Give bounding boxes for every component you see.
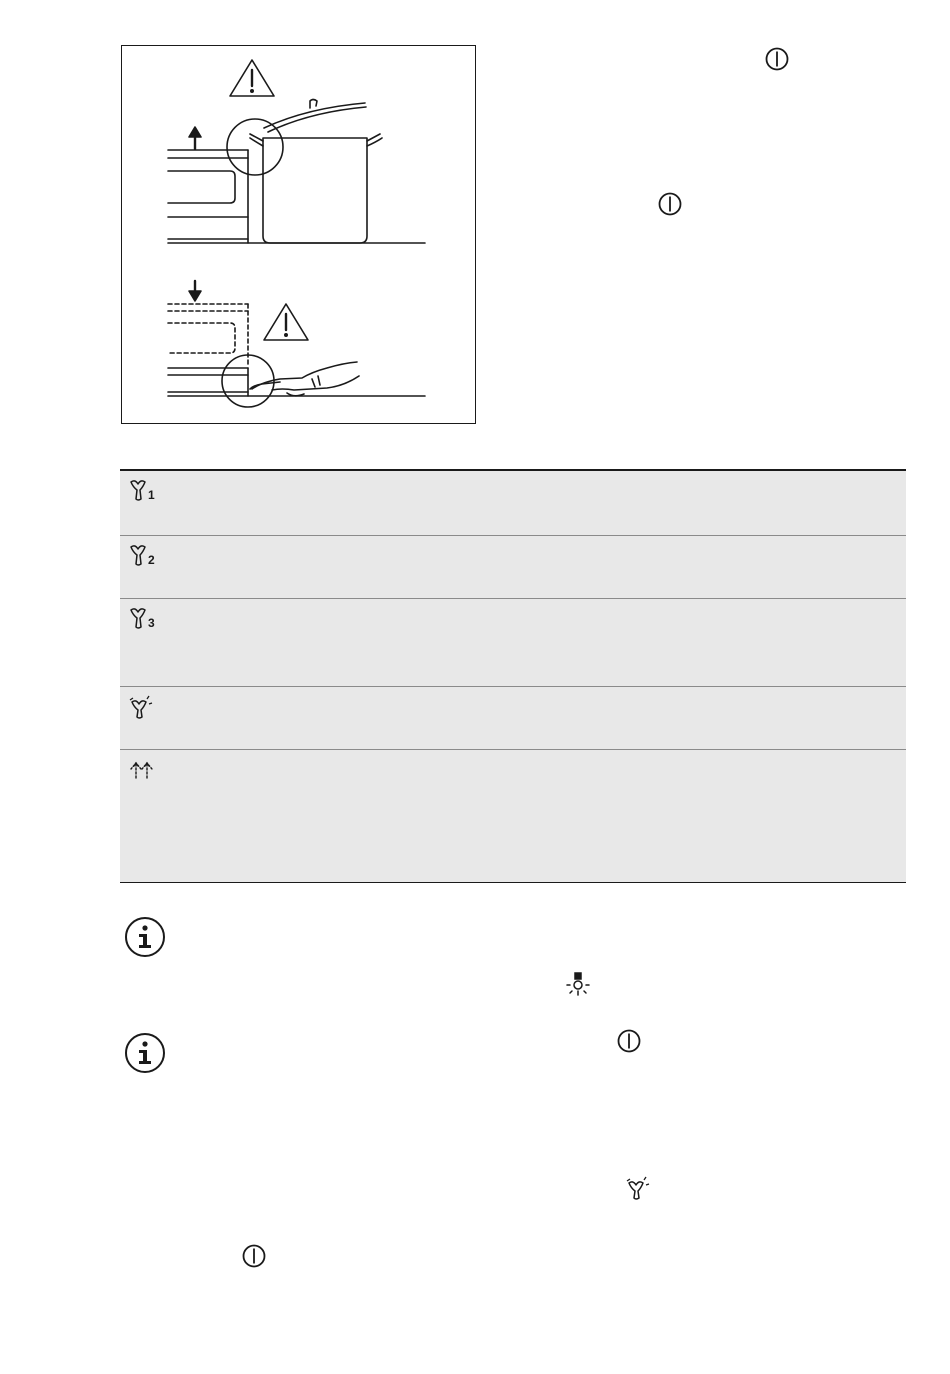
table-row bbox=[120, 686, 906, 749]
light-icon bbox=[565, 971, 591, 997]
table-row bbox=[120, 471, 906, 535]
svg-text:2: 2 bbox=[148, 553, 155, 567]
info-icon bbox=[124, 1032, 166, 1074]
power-icon bbox=[616, 1028, 642, 1054]
fan-icon bbox=[625, 1176, 655, 1202]
table-row bbox=[120, 598, 906, 686]
fan-speed-2-icon bbox=[128, 544, 162, 575]
breeze-icon bbox=[128, 758, 160, 789]
info-icon bbox=[124, 916, 166, 958]
table-row bbox=[120, 749, 906, 882]
svg-text:3: 3 bbox=[148, 616, 155, 630]
safety-illustration bbox=[121, 45, 476, 424]
fan-boost-icon bbox=[128, 695, 158, 726]
power-icon bbox=[657, 191, 683, 217]
arrow-up-icon bbox=[189, 127, 201, 149]
table-row bbox=[120, 535, 906, 598]
fan-speed-3-icon bbox=[128, 607, 162, 638]
hand-icon bbox=[250, 362, 359, 396]
fan-speed-1-icon bbox=[128, 479, 162, 510]
hob-hood-diagram bbox=[122, 46, 475, 423]
fan-speed-table bbox=[120, 469, 906, 883]
arrow-down-icon bbox=[189, 281, 201, 301]
power-icon bbox=[241, 1243, 267, 1269]
warning-triangle-icon bbox=[264, 304, 308, 340]
svg-text:1: 1 bbox=[148, 488, 155, 502]
power-icon bbox=[764, 46, 790, 72]
warning-triangle-icon bbox=[230, 60, 274, 96]
